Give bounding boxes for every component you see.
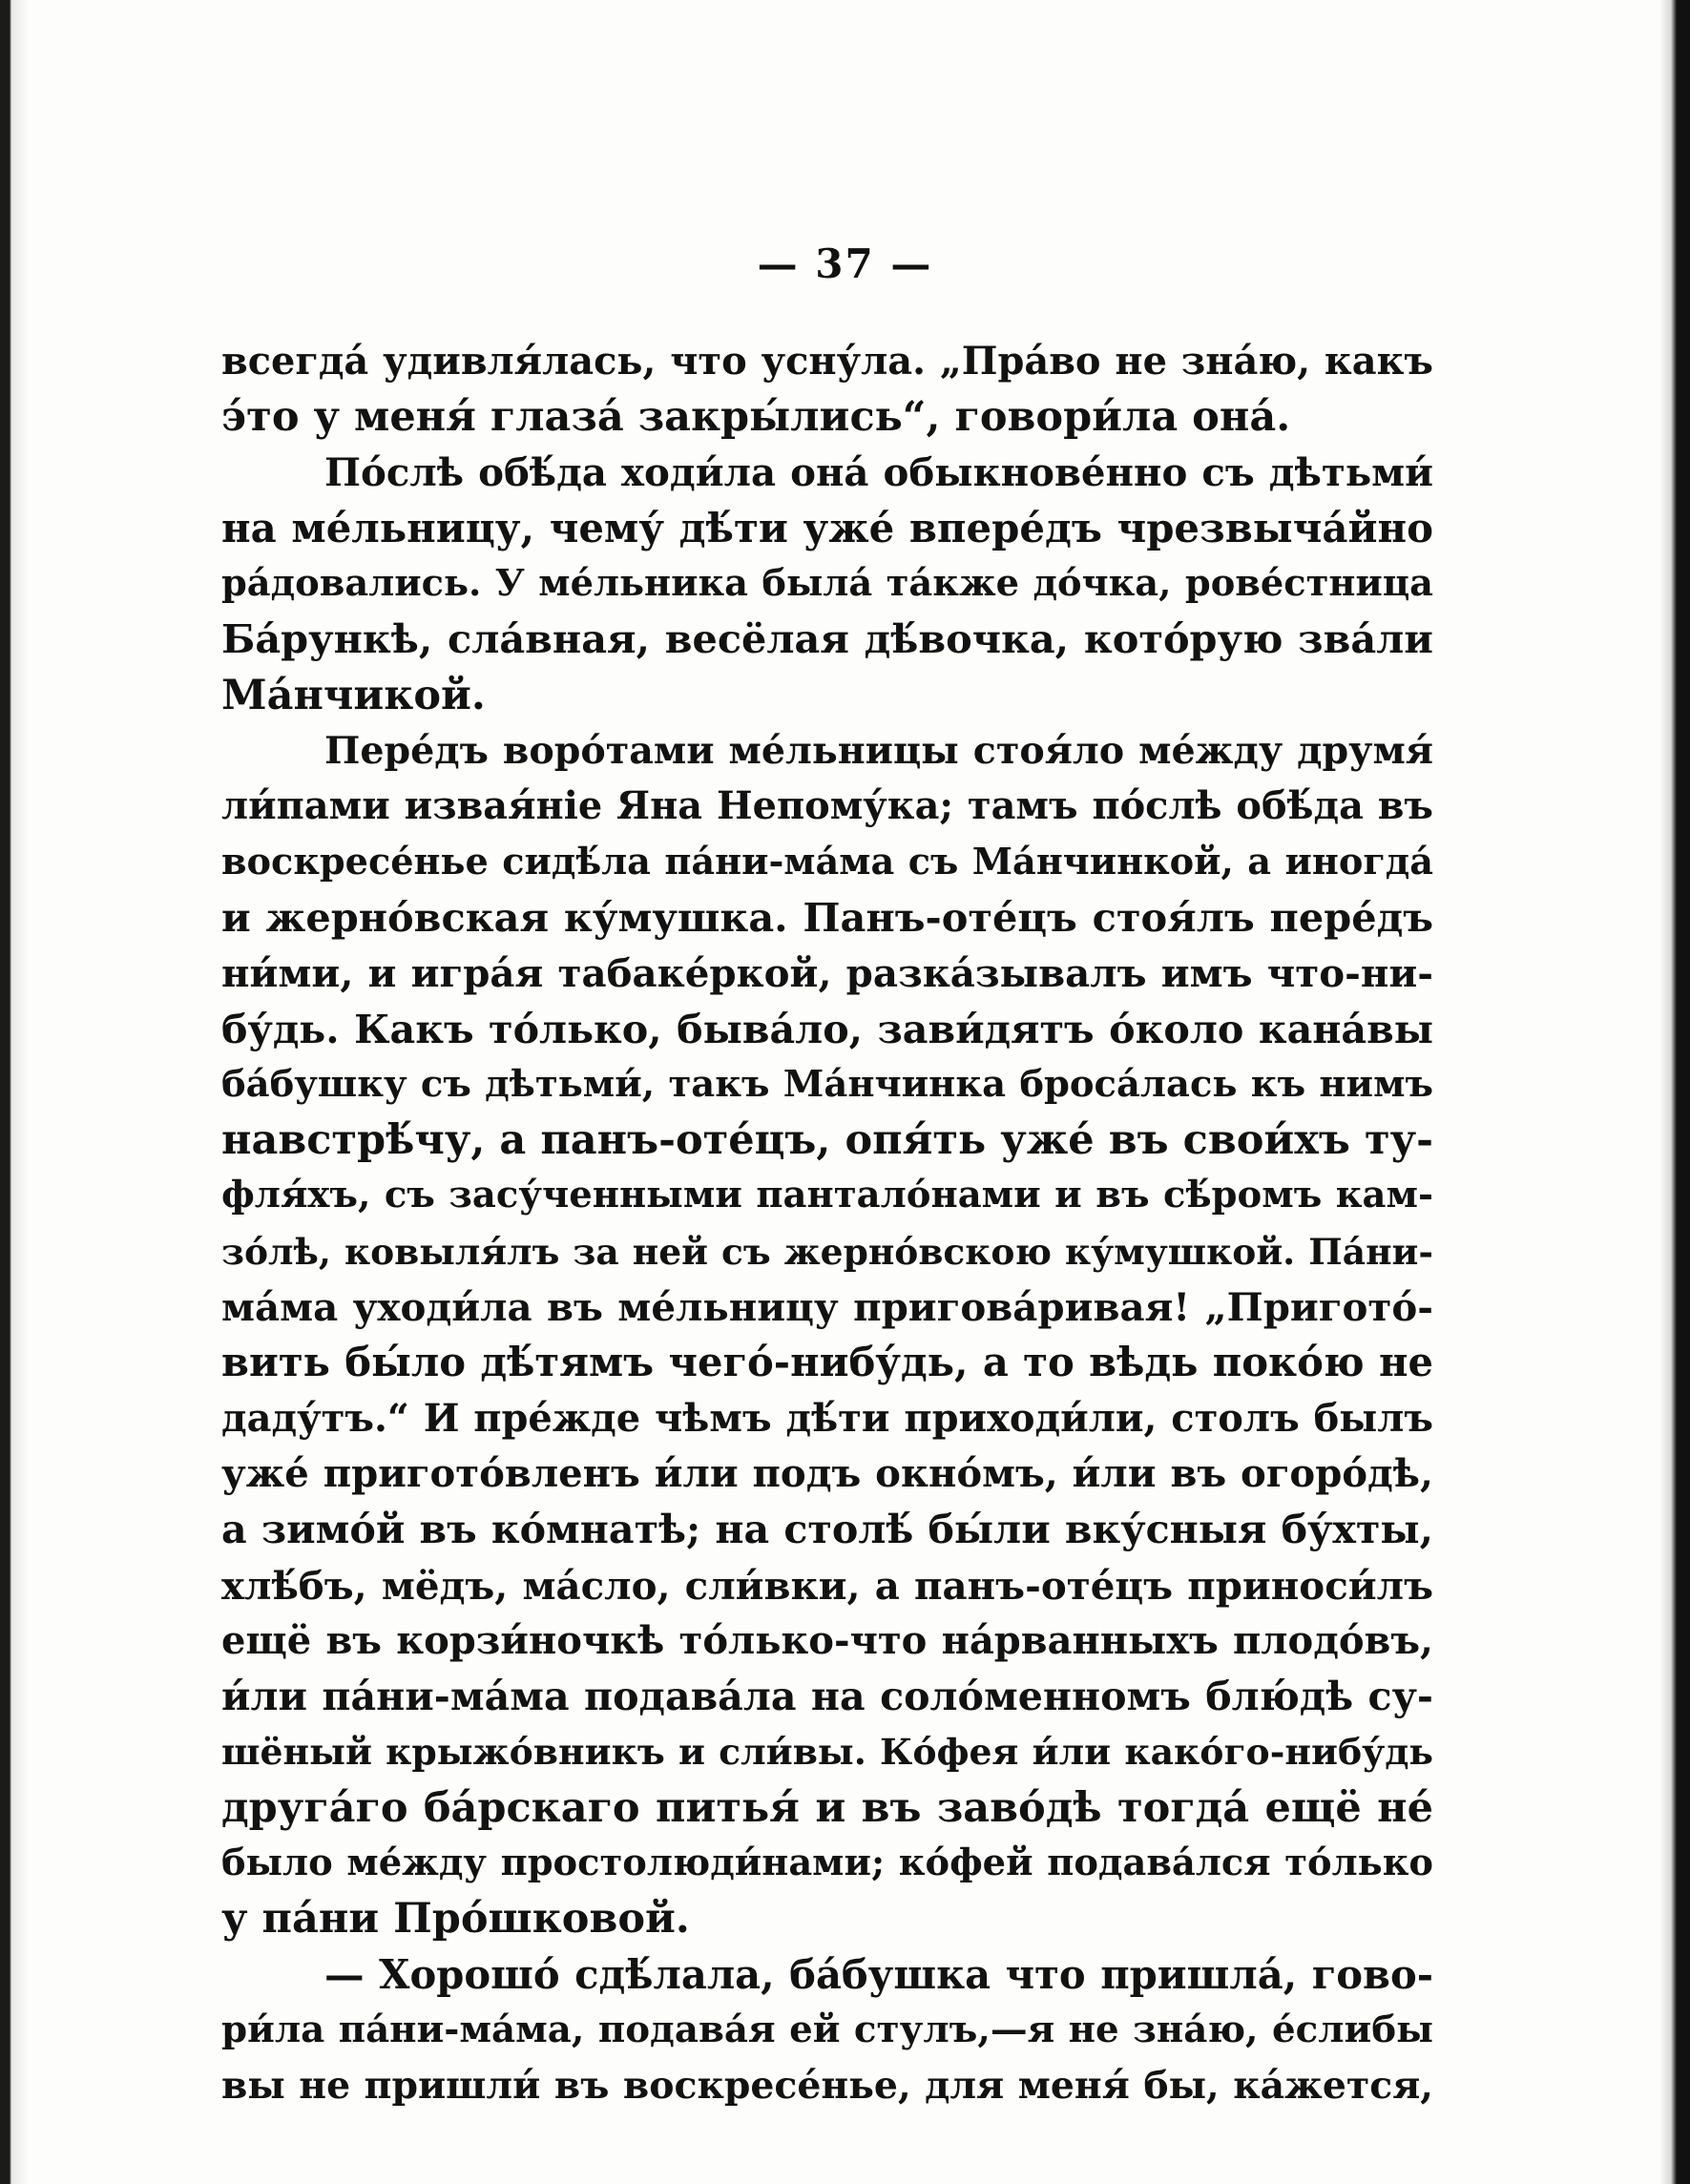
text-line: навстрѣ́чу, а панъ-оте́цъ, опя́ть уже́ въ свои́хъ ту-	[221, 1116, 1433, 1165]
text-line: — Хорошо́ сдѣ́лала, ба́бушка что пришла́, гово-	[324, 1950, 1433, 1998]
text-line: на ме́льницу, чему́ дѣ́ти уже́ впере́дъ чрезвыча́йно	[221, 504, 1433, 551]
text-line: бу́дь. Какъ то́лько, быва́ло, зави́дятъ о́коло кана́вы	[221, 1005, 1433, 1052]
text-line: ба́бушку съ дѣтьми́, такъ Ма́нчинка броса́лась къ нимъ	[221, 1062, 1433, 1106]
text-line: друга́го ба́рскаго питья́ и въ заво́дѣ тогда́ ещё не́	[221, 1783, 1433, 1832]
text-line: а зимо́й въ ко́мнатѣ; на столѣ́ бы́ли вку́сныя бу́хты,	[221, 1506, 1433, 1553]
text-line: ма́ма уходи́ла въ ме́льницу пригова́ривая! „Пригото́-	[221, 1284, 1433, 1331]
body-text	[221, 334, 1433, 2114]
text-line: Пере́дъ воро́тами ме́льницы стоя́ло ме́жду друмя́	[324, 729, 1433, 774]
scan-right-edge	[1659, 0, 1690, 2184]
text-line: было ме́жду простолюди́нами; ко́фей подава́лся то́лько	[221, 1841, 1433, 1885]
text-line: зо́лѣ, ковыля́лъ за ней съ жерно́вскою ку́мушкой. Па́ни-	[221, 1230, 1433, 1273]
text-line: даду́тъ.“ И пре́жде чѣмъ дѣ́ти приходи́ли, столъ былъ	[221, 1396, 1433, 1441]
text-line: воскресе́нье сидѣ́ла па́ни-ма́ма съ Ма́нчинкой, а иногда́	[221, 840, 1433, 884]
text-line: ещё въ корзи́ночкѣ то́лько-что на́рванныхъ плодо́въ,	[221, 1617, 1433, 1663]
text-line: ли́пами извая́ніе Яна Непому́ка; тамъ по́слѣ обѣ́да въ	[221, 784, 1433, 829]
text-line: ри́ла па́ни-ма́ма, подава́я ей стулъ,—я не зна́ю, е́слибы	[221, 2007, 1433, 2051]
text-line: и жерно́вская ку́мушка. Панъ-оте́цъ стоя́лъ пере́дъ	[221, 893, 1433, 941]
text-line: шёный крыжо́вникъ и сли́вы. Ко́фея и́ли како́го-нибу́дь	[221, 1731, 1433, 1774]
text-line: Ма́нчикой.	[221, 671, 486, 719]
text-line: ра́довались. У ме́льника была́ та́кже до́чка, рове́стница	[221, 562, 1433, 606]
text-line: вы не пришли́ въ воскресе́нье, для меня́ бы, ка́жется,	[221, 2064, 1433, 2109]
text-line: вить бы́ло дѣ́тямъ чего́-нибу́дь, а то вѣдь поко́ю не	[221, 1339, 1433, 1386]
text-line: фля́хъ, съ засу́ченными пантало́нами и въ сѣ́ромъ кам-	[221, 1174, 1433, 1217]
text-line: э́то у меня́ глаза́ закры́лись“, говори́ла она́.	[221, 393, 1291, 442]
text-line: Ба́рункѣ, сла́вная, весёлая дѣ́вочка, кото́рую зва́ли	[221, 615, 1433, 663]
text-line: уже́ пригото́вленъ и́ли подъ окно́мъ, и́ли въ огоро́дѣ,	[221, 1450, 1433, 1496]
text-line: и́ли па́ни-ма́ма подава́ла на соло́менномъ блю́дѣ су-	[221, 1673, 1433, 1720]
text-line: у па́ни Про́шковой.	[221, 1895, 690, 1944]
text-line: ни́ми, и игра́я табаке́ркой, разка́зывалъ имъ что-ни-	[221, 950, 1433, 997]
text-line: всегда́ удивля́лась, что усну́ла. „Пра́во не зна́ю, какъ	[221, 340, 1433, 384]
page-number: — 37 —	[757, 240, 933, 287]
scan-left-edge	[0, 0, 29, 2184]
text-line: хлѣ́бъ, мёдъ, ма́сло, сли́вки, а панъ-оте́цъ приноси́лъ	[221, 1562, 1433, 1609]
text-line: По́слѣ обѣ́да ходи́ла она́ обыкнове́нно съ дѣтьми́	[324, 449, 1433, 495]
